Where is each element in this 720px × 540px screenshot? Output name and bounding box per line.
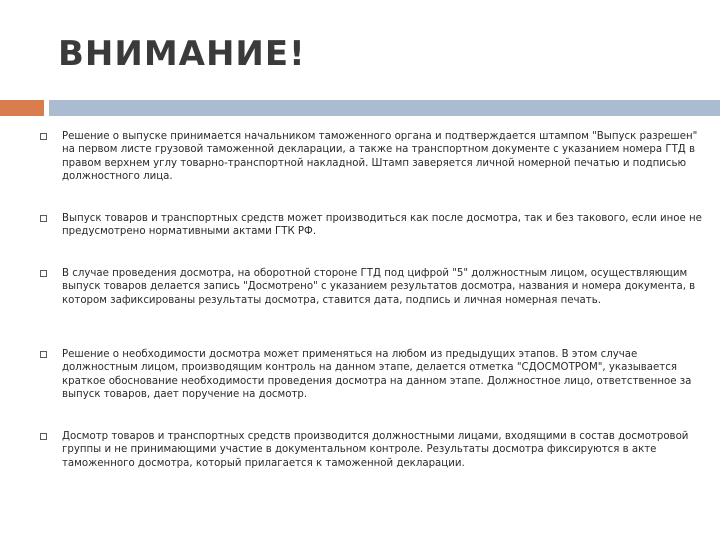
slide-title: ВНИМАНИЕ! — [58, 34, 306, 74]
bullet-text: Решение о необходимости досмотра может применяться на любом из предыдущих этапов. В этом случае должностным лицом, производящим контроль на данном этапе, делается отметка "СДОСМОТРОМ", указывается краткое обоснование необходимости проведения досмотра на данном этапе. Должностное лицо, ответственное за выпуск товаров, дает поручение на досмотр. — [62, 349, 692, 401]
hollow-square-icon — [40, 133, 47, 140]
hollow-square-icon — [40, 215, 47, 222]
hollow-square-icon — [40, 433, 47, 440]
bullet-item — [40, 348, 710, 402]
bullet-text: Выпуск товаров и транспортных средств может производиться как после досмотра, так и без такового, если иное не предусмотрено нормативными актами ГТК РФ. — [62, 213, 702, 238]
hollow-square-icon — [40, 351, 47, 358]
bullet-item — [40, 267, 710, 307]
bullet-item — [40, 212, 710, 239]
accent-bar-left — [0, 100, 44, 116]
hollow-square-icon — [40, 270, 47, 277]
bullet-text: Решение о выпуске принимается начальником таможенного органа и подтверждается штампом "Выпуск разрешен" на первом листе грузовой таможенной декларации, а также на транспортном документе с указанием номера ГТД в правом верхнем углу товарно-транспортной накладной. Штамп заверяется личной номерной печатью и подписью должностного лица. — [62, 131, 698, 183]
bullet-text: В случае проведения досмотра, на оборотной стороне ГТД под цифрой "5" должностным лицом, осуществляющим выпуск товаров делается запись "Досмотрено" с указанием результатов досмотра, названия и номера документа, в котором зафиксированы результаты досмотра, ставится дата, подпись и личная номерная печать. — [62, 268, 696, 306]
accent-bar-right — [49, 100, 720, 116]
bullet-item — [40, 130, 710, 184]
bullet-item — [40, 430, 710, 470]
bullet-text: Досмотр товаров и транспортных средств производится должностными лицами, входящими в состав досмотровой группы и не принимающими участие в документальном контроле. Результаты досмотра фиксируются в акте таможенного досмотра, который прилагается к таможенной декларации. — [62, 431, 689, 469]
